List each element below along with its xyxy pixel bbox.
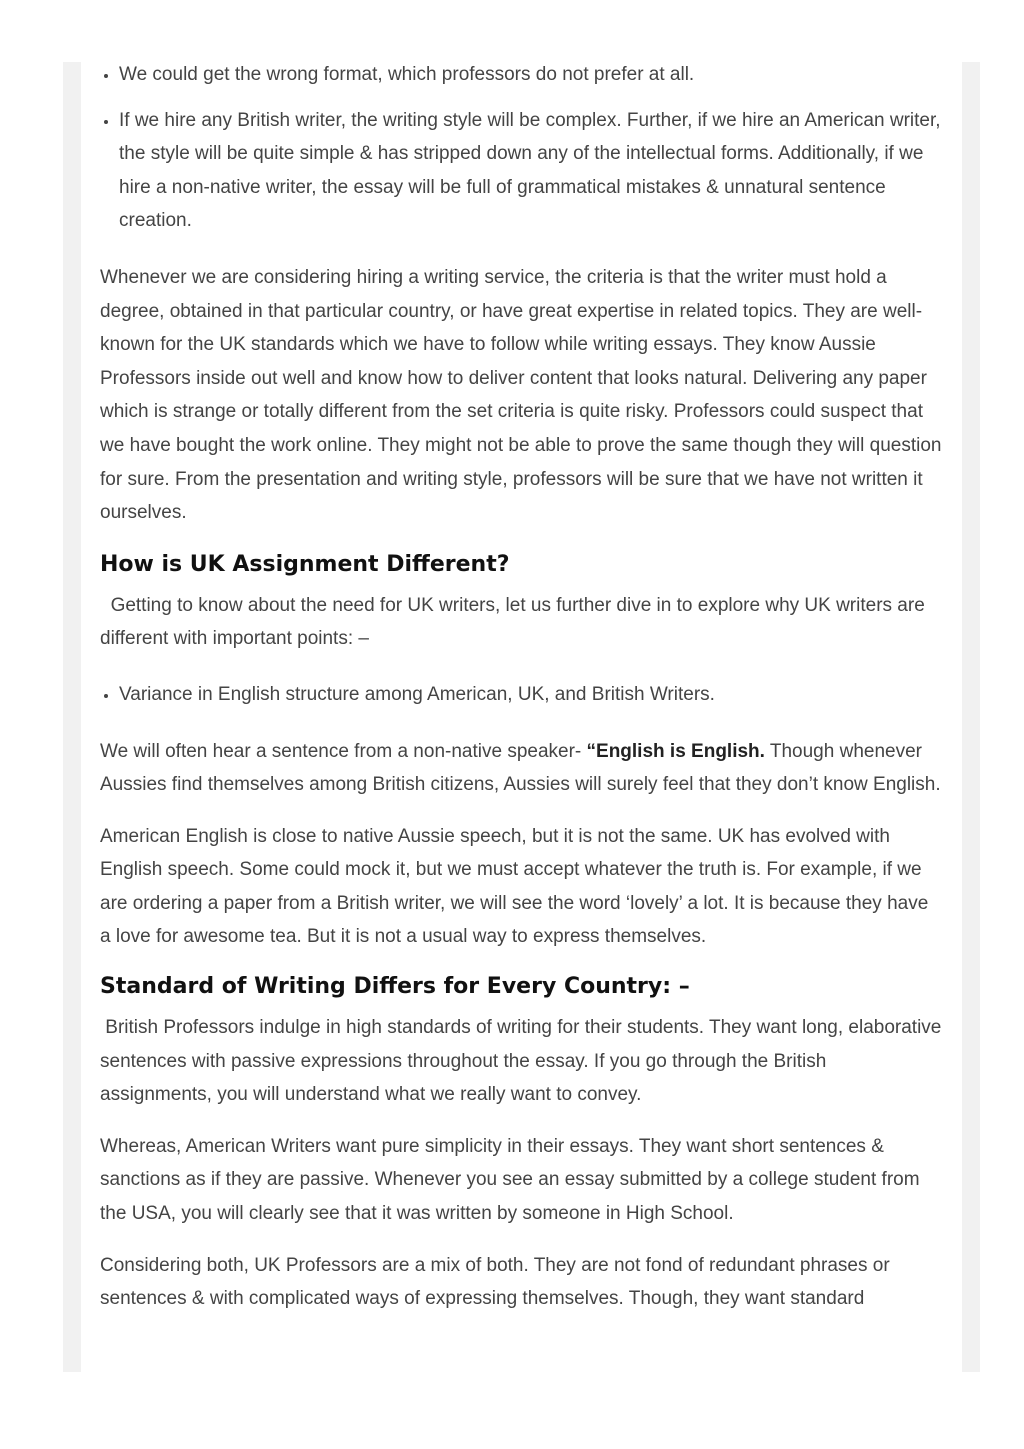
list-item: • If we hire any British writer, the writing style will be complex. Further, if we hire an American writer, the style will be quite simple & has stripped down any of the intellectual forms. Additionally, if we hire a non-native writer, the essay will be full of grammatical mistakes & unnatural sentence creation. [119, 104, 942, 238]
list-item: • Variance in English structure among American, UK, and British Writers. [119, 678, 942, 712]
paragraph: Whereas, American Writers want pure simplicity in their essays. They want short sentences & sanctions as if they are passive. Whenever you see an essay submitted by a college student from the USA, you will clearly see that it was written by someone in High School. [100, 1135, 920, 1225]
paragraph: British Professors indulge in high standards of writing for their students. They want long, elaborative sentences with passive expressions throughout the essay. If you go through the British assignments, you will understand what we really want to convey. [100, 1017, 947, 1106]
paragraph-text: We will often hear a sentence from a non-native speaker- [100, 740, 587, 762]
paragraph-text: Though whenever Aussies find themselves among British citizens, Aussies will surely feel that they don’t know English. [100, 740, 941, 796]
right-margin-bar [962, 62, 980, 1372]
left-margin-bar [63, 62, 81, 1372]
bullet-list [100, 58, 942, 238]
paragraph: Considering both, UK Professors are a mix of both. They are not fond of redundant phrases or sentences & with complicated ways of expressing themselves. Though, they want standard [100, 1254, 890, 1310]
bullet-list [100, 678, 942, 712]
paragraph: Getting to know about the need for UK writers, let us further dive in to explore why UK writers are different with important points: – [100, 594, 931, 650]
paragraph: American English is close to native Aussie speech, but it is not the same. UK has evolved with English speech. Some could mock it, but we must accept whatever the truth is. For example, if we are ordering a paper from a British writer, we will see the word ‘lovely’ a lot. It is because they have a love for awesome tea. But it is not a usual way to express themselves. [100, 825, 929, 948]
section-heading: How is UK Assignment Different? [100, 551, 510, 577]
list-item: • We could get the wrong format, which professors do not prefer at all. [119, 58, 942, 92]
paragraph [100, 735, 942, 802]
paragraph: Whenever we are considering hiring a writing service, the criteria is that the writer must hold a degree, obtained in that particular country, or have great expertise in related topics. They are well-known for the UK standards which we have to follow while writing essays. They know Aussie Professors inside out well and know how to deliver content that looks natural. Delivering any paper which is strange or totally different from the set criteria is quite risky. Professors could suspect that we have bought the work online. They might not be able to prove the same though they will question for sure. From the presentation and writing style, professors will be sure that we have not written it ourselves. [100, 266, 942, 524]
section-heading: Standard of Writing Differs for Every Country: – [100, 974, 690, 1000]
article-body [100, 58, 947, 1334]
emphasis-text: “English is English. [586, 740, 765, 762]
